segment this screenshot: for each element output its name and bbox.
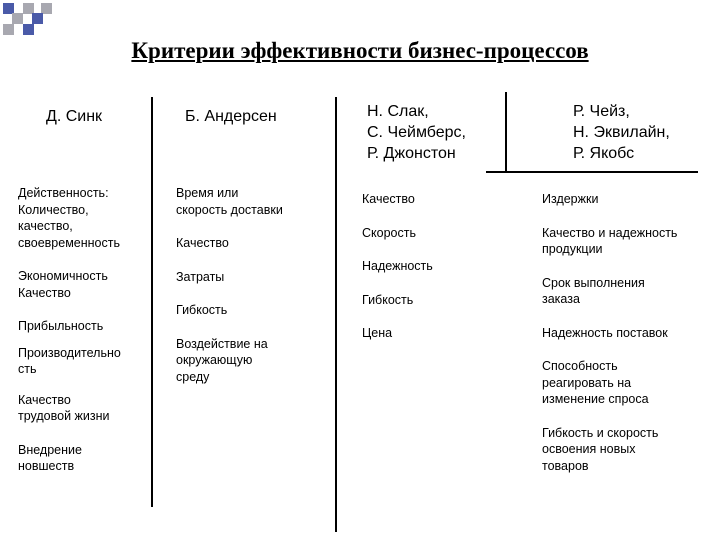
criterion-item: Время или скорость доставки	[176, 186, 283, 217]
column-header-sink: Д. Синк	[46, 108, 103, 125]
criterion-item: Гибкость	[176, 303, 228, 317]
column-divider	[335, 97, 337, 532]
deco-square	[32, 13, 43, 24]
criterion-item: Качество и надежность продукции	[542, 225, 678, 256]
deco-square	[23, 24, 34, 35]
criterion-item: Прибыльность	[18, 319, 104, 333]
criterion-item: Качество трудовой жизни	[18, 392, 110, 423]
criterion-item: Надежность	[362, 259, 433, 273]
criterion-item: Гибкость	[362, 292, 414, 307]
deco-square	[3, 24, 14, 35]
criterion-item: Надежность поставок	[542, 325, 668, 340]
column-chase	[542, 191, 712, 474]
column-slack	[362, 191, 497, 342]
column-andersen	[176, 185, 331, 385]
page-title: Критерии эффективности бизнес-процессов	[131, 38, 589, 63]
criterion-item: Воздействие на окружающую среду	[176, 336, 268, 384]
corner-decoration	[0, 0, 60, 42]
criterion-item: Действенность: Количество, качество, своевременность	[18, 186, 120, 250]
criterion-item: Качество	[362, 192, 415, 206]
deco-square	[12, 13, 23, 24]
criterion-item: Способность реагировать на изменение спроса	[542, 359, 649, 406]
header-divider	[486, 171, 698, 173]
criterion-item: Срок выполнения заказа	[542, 275, 645, 306]
criterion-item: Производительно сть	[18, 345, 121, 376]
criterion-item: Скорость	[362, 225, 416, 240]
column-header-chase: Р. Чейз, Н. Эквилайн, Р. Якобс	[573, 103, 670, 162]
criterion-item: Цена	[362, 326, 393, 340]
criterion-item: Издержки	[542, 192, 599, 206]
column-sink	[18, 185, 148, 475]
column-header-andersen: Б. Андерсен	[185, 108, 277, 125]
criterion-item: Качество	[176, 236, 229, 250]
column-header-slack: Н. Слак, С. Чеймберс, Р. Джонстон	[367, 103, 466, 162]
column-divider	[151, 97, 153, 507]
criterion-item: Экономичность Качество	[18, 269, 108, 300]
criterion-item: Затраты	[176, 269, 225, 284]
column-divider	[505, 92, 507, 172]
criterion-item: Внедрение новшеств	[18, 442, 82, 473]
criterion-item: Гибкость и скорость освоения новых товаров	[542, 425, 659, 473]
